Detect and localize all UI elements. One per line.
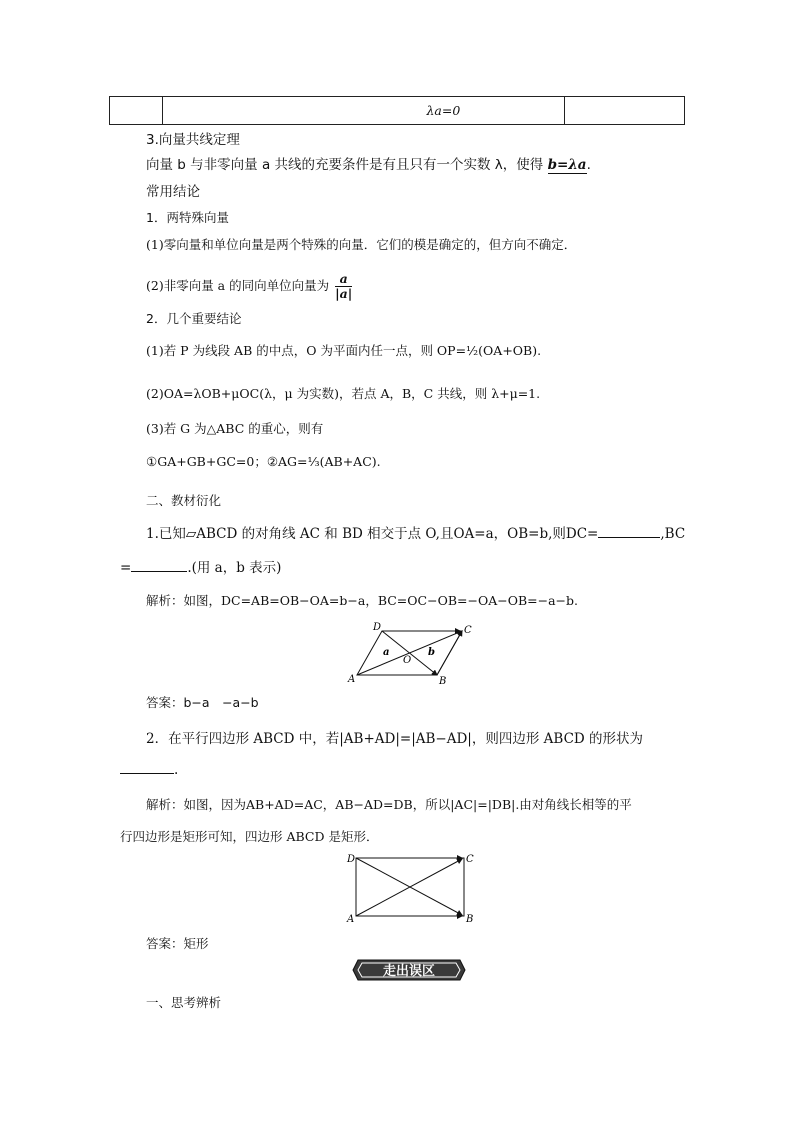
conclusion-2-item-2: (2)OA=λOB+μOC(λ，μ 为实数)，若点 A，B，C 共线，则 λ+μ=1. — [146, 386, 541, 401]
conclusion-1-item-2-text: (2)非零向量 a 的同向单位向量为 — [146, 278, 330, 293]
conclusion-2-item-1: (1)若 P 为线段 AB 的中点，O 为平面内任一点，则 OP=½(OA+OB). — [146, 343, 542, 358]
conclusion-1-item-1: (1)零向量和单位向量是两个特殊的向量．它们的模是确定的，但方向不确定． — [146, 237, 577, 252]
conclusion-1-heading: 1．两特殊向量 — [146, 210, 229, 225]
conclusions-heading: 常用结论 — [146, 184, 200, 200]
conclusion-1-item-2 — [146, 272, 352, 301]
diagonal-db — [356, 858, 462, 915]
question-2-line-2 — [120, 762, 178, 778]
label-a-point: A — [348, 674, 356, 685]
table-cell-2 — [162, 97, 564, 125]
label-d-point: D — [347, 854, 356, 865]
question-2-line-1: 2．在平行四边形 ABCD 中，若|AB+AD|=|AB−AD|，则四边形 ABCD 的形状为 — [146, 731, 644, 747]
question-1-mid: ,BC — [660, 526, 686, 542]
rectangle-figure — [344, 852, 480, 924]
question-1-text: 1.已知▱ABCD 的对角线 AC 和 BD 相交于点 O,且OA=a，OB=b,则DC= — [146, 526, 599, 542]
collinear-theorem-end: . — [586, 157, 591, 173]
section-banner — [352, 959, 466, 981]
question-1-blank-2 — [131, 571, 187, 572]
parallelogram-figure — [340, 620, 480, 686]
label-a-point: A — [347, 914, 355, 924]
question-1-answer: 答案：b−a −a−b — [146, 695, 259, 710]
table-cell-1 — [110, 97, 163, 125]
label-c-point: C — [466, 854, 474, 865]
label-o-point: O — [403, 655, 412, 666]
conclusion-2-item-3: (3)若 G 为△ABC 的重心，则有 — [146, 421, 324, 436]
label-vector-b: b — [428, 647, 435, 658]
side-bc — [437, 631, 462, 675]
label-b-point: B — [466, 914, 474, 924]
question-1-line-1 — [146, 522, 685, 542]
question-1-line-2-end: .(用 a，b 表示) — [187, 560, 282, 576]
section-textbook-heading: 二、教材衍化 — [146, 493, 222, 508]
label-d-point: D — [373, 622, 382, 633]
label-vector-a: a — [383, 647, 390, 658]
label-c-point: C — [464, 625, 472, 636]
question-2-solution-line-1: 解析：如图，因为AB+AD=AC，AB−AD=DB，所以|AC|=|DB|.由对角线长相等的平 — [146, 797, 632, 812]
question-1-line-2-start: = — [120, 560, 132, 576]
centroid-formula: ①GA+GB+GC=0；②AG=⅓(AB+AC). — [146, 454, 381, 469]
table-cell-formula: λa=0 — [426, 103, 461, 118]
unit-vector-fraction — [335, 272, 352, 301]
collinear-theorem-text — [146, 153, 591, 173]
fraction-numerator: a — [335, 272, 352, 287]
question-1-solution: 解析：如图，DC=AB=OB−OA=b−a，BC=OC−OB=−OA−OB=−a−b. — [146, 593, 578, 608]
table-cell-4 — [564, 97, 684, 125]
label-b-point: B — [439, 676, 447, 686]
question-2-blank — [120, 773, 174, 774]
diagonal-ac — [356, 859, 462, 916]
question-2-end: . — [174, 762, 179, 778]
question-2-answer: 答案：矩形 — [146, 936, 209, 951]
question-1-blank-1 — [598, 537, 660, 538]
section-3-title: 3.向量共线定理 — [146, 132, 240, 148]
question-1-line-2 — [120, 556, 281, 576]
banner-text: 走出误区 — [382, 964, 436, 979]
fraction-denominator: |a| — [335, 286, 353, 301]
vector-ops-table-row — [109, 96, 685, 125]
collinear-theorem-answer: b=λa — [547, 157, 587, 173]
conclusion-2-heading: 2．几个重要结论 — [146, 311, 242, 326]
section-reflection-heading: 一、思考辨析 — [146, 995, 222, 1010]
question-2-solution-line-2: 行四边形是矩形可知，四边形 ABCD 是矩形． — [120, 829, 379, 844]
collinear-theorem-body: 向量 b 与非零向量 a 共线的充要条件是有且只有一个实数 λ，使得 — [146, 157, 544, 173]
